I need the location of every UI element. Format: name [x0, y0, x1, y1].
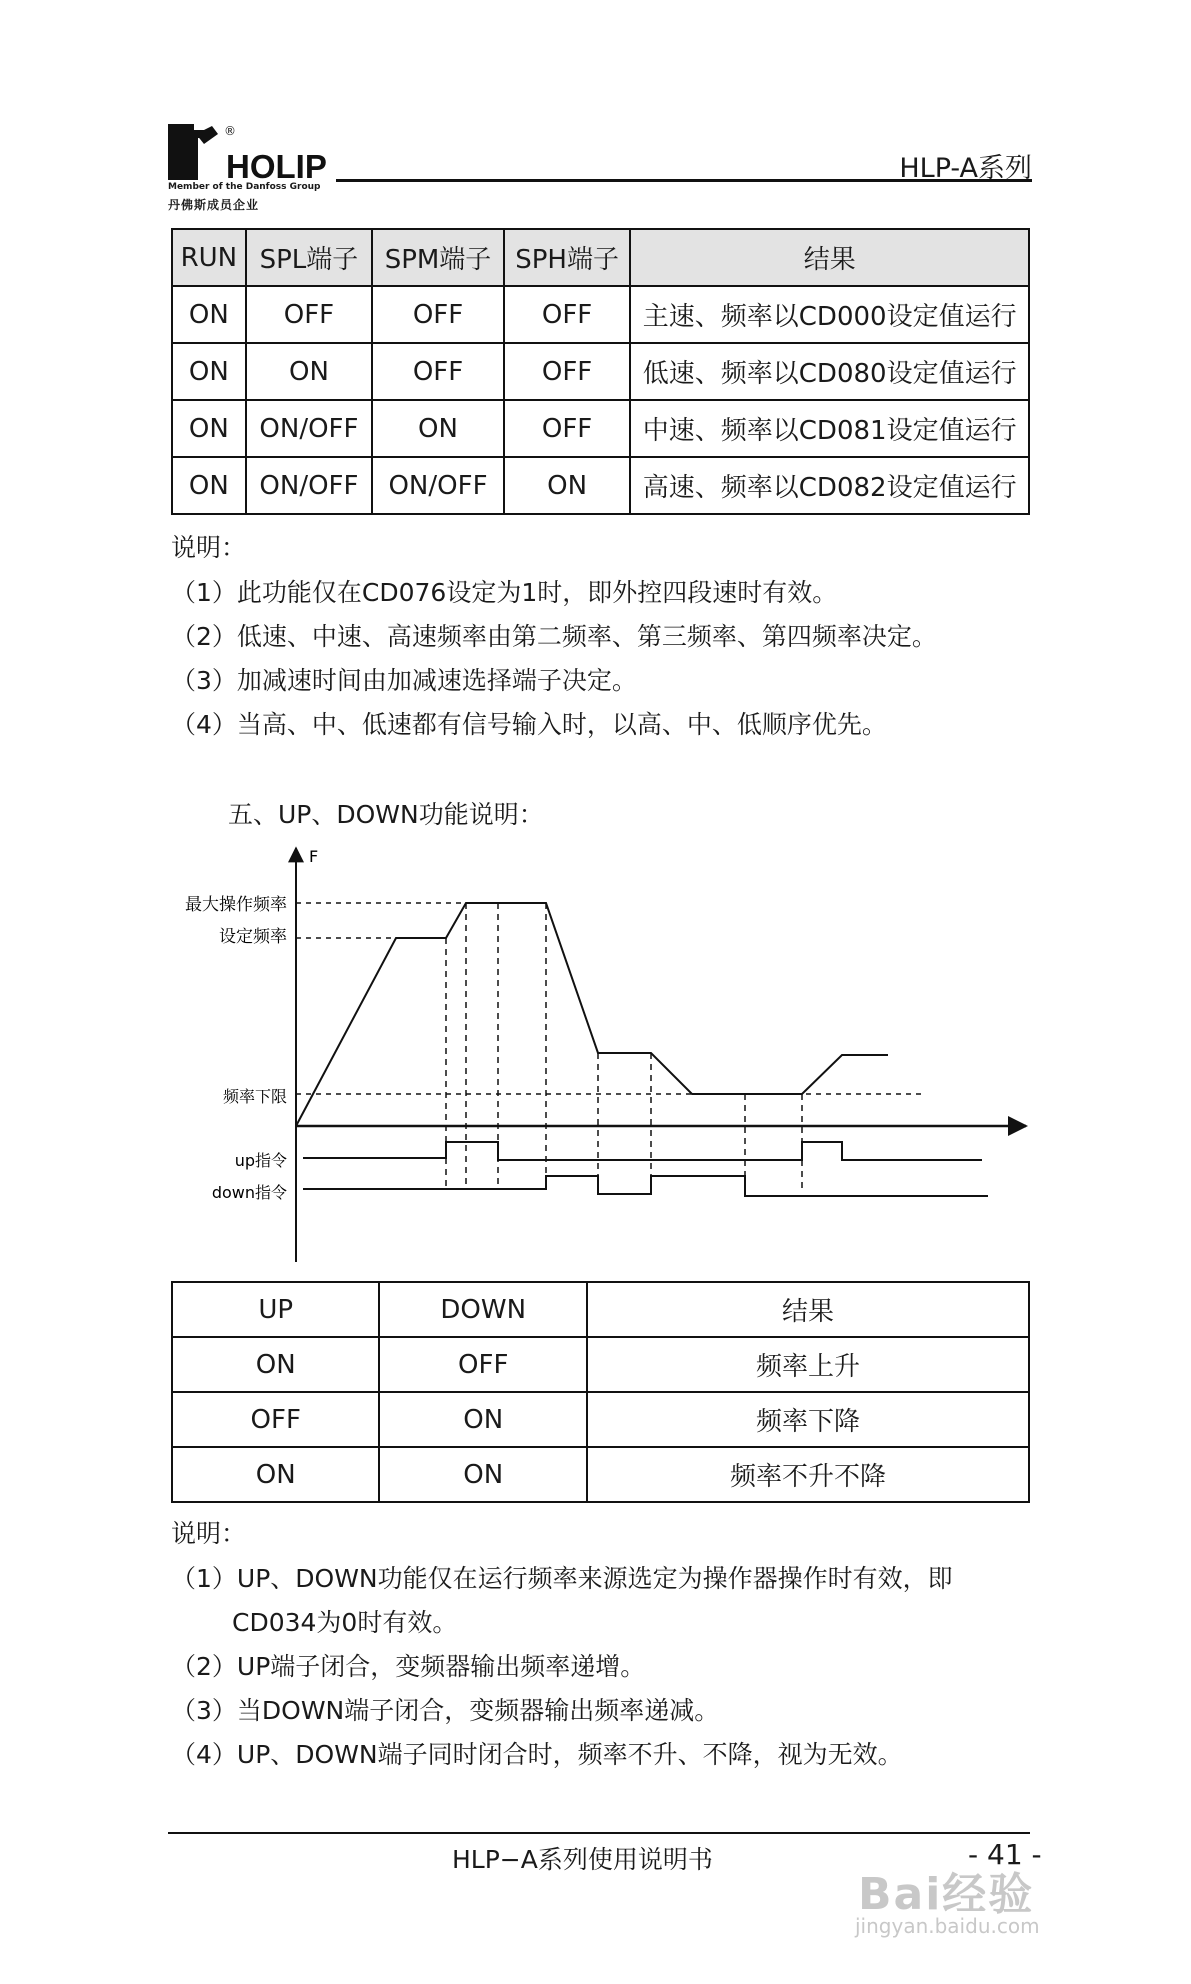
label-set-frequency: 设定频率 — [219, 927, 287, 947]
header-cell: SPL端子 — [246, 229, 373, 286]
header-cell: SPH端子 — [504, 229, 631, 286]
notes1-item: （1）此功能仅在CD076设定为1时，即外控四段速时有效。 — [171, 578, 838, 607]
table-cell: 频率下降 — [587, 1392, 1029, 1447]
label-lower-limit: 频率下限 — [222, 1087, 287, 1106]
table-cell: ON — [172, 343, 246, 400]
table-cell: OFF — [504, 343, 631, 400]
notes2-title: 说明： — [171, 1519, 247, 1548]
label-max-frequency: 最大操作频率 — [185, 895, 287, 915]
table-cell: ON — [172, 1447, 379, 1502]
table-row — [172, 1447, 1029, 1502]
table-cell: 低速、频率以CD080设定值运行 — [630, 343, 1029, 400]
table-row — [172, 1337, 1029, 1392]
baidu-watermark: Bai经验 — [858, 1869, 1035, 1920]
registered-mark: ® — [224, 124, 236, 138]
notes1-title: 说明： — [171, 533, 247, 562]
up-command-signal — [303, 1142, 982, 1160]
page-number: - 41 - — [968, 1838, 1042, 1871]
logo-wordmark: HOLIP — [226, 148, 327, 185]
header-cell: RUN — [172, 229, 246, 286]
footer-title: HLP−A系列使用说明书 — [452, 1845, 713, 1874]
header-cell: UP — [172, 1282, 379, 1337]
table-cell: ON — [379, 1447, 587, 1502]
header-cell: SPM端子 — [372, 229, 504, 286]
table-cell: 主速、频率以CD000设定值运行 — [630, 286, 1029, 343]
table-cell: 高速、频率以CD082设定值运行 — [630, 457, 1029, 514]
notes2-item-continuation: CD034为0时有效。 — [232, 1608, 458, 1637]
table-cell: ON — [246, 343, 373, 400]
table-row — [172, 1392, 1029, 1447]
table-cell: 中速、频率以CD081设定值运行 — [630, 400, 1029, 457]
header-cell: 结果 — [630, 229, 1029, 286]
table-cell: OFF — [172, 1392, 379, 1447]
label-up-command: up指令 — [234, 1151, 287, 1170]
table-cell: ON/OFF — [246, 400, 373, 457]
axis-f-label: F — [309, 847, 319, 866]
table-cell: 频率上升 — [587, 1337, 1029, 1392]
frequency-curve — [296, 903, 888, 1126]
notes1-item: （4）当高、中、低速都有信号输入时，以高、中、低顺序优先。 — [171, 710, 887, 739]
table-cell: OFF — [372, 286, 504, 343]
notes1-item: （2）低速、中速、高速频率由第二频率、第三频率、第四频率决定。 — [171, 622, 937, 651]
table-cell: ON — [372, 400, 504, 457]
table-cell: ON/OFF — [246, 457, 373, 514]
section-title: 五、UP、DOWN功能说明： — [228, 800, 544, 829]
table-cell: OFF — [504, 286, 631, 343]
table-cell: 频率不升不降 — [587, 1447, 1029, 1502]
table-cell: ON — [172, 400, 246, 457]
table-cell: ON — [379, 1392, 587, 1447]
label-down-command: down指令 — [211, 1183, 287, 1202]
header-cell: 结果 — [587, 1282, 1029, 1337]
header-series-title: HLP-A系列 — [899, 153, 1032, 184]
table-cell: ON — [504, 457, 631, 514]
notes1-item: （3）加减速时间由加减速选择端子决定。 — [171, 666, 637, 695]
logo-subtitle-en: Member of the Danfoss Group — [168, 182, 321, 192]
notes2-item: （3）当DOWN端子闭合，变频器输出频率递减。 — [171, 1696, 720, 1725]
notes2-item: （1）UP、DOWN功能仅在运行频率来源选定为操作器操作时有效，即 — [171, 1564, 953, 1593]
baidu-watermark-url: jingyan.baidu.com — [855, 1914, 1040, 1938]
notes2-item: （4）UP、DOWN端子同时闭合时，频率不升、不降，视为无效。 — [171, 1740, 903, 1769]
notes2-item: （2）UP端子闭合，变频器输出频率递增。 — [171, 1652, 646, 1681]
header-cell: DOWN — [379, 1282, 587, 1337]
table-cell: ON — [172, 1337, 379, 1392]
table-cell: ON — [172, 457, 246, 514]
up-down-table — [171, 1281, 1030, 1503]
logo-subtitle-cn: 丹佛斯成员企业 — [168, 198, 260, 212]
table-cell: ON — [172, 286, 246, 343]
table-cell: OFF — [379, 1337, 587, 1392]
table-cell: ON/OFF — [372, 457, 504, 514]
footer-rule — [168, 1832, 1030, 1834]
down-command-signal — [303, 1176, 988, 1196]
table-cell: OFF — [246, 286, 373, 343]
table-header-row — [172, 1282, 1029, 1337]
table-cell: OFF — [504, 400, 631, 457]
table-cell: OFF — [372, 343, 504, 400]
